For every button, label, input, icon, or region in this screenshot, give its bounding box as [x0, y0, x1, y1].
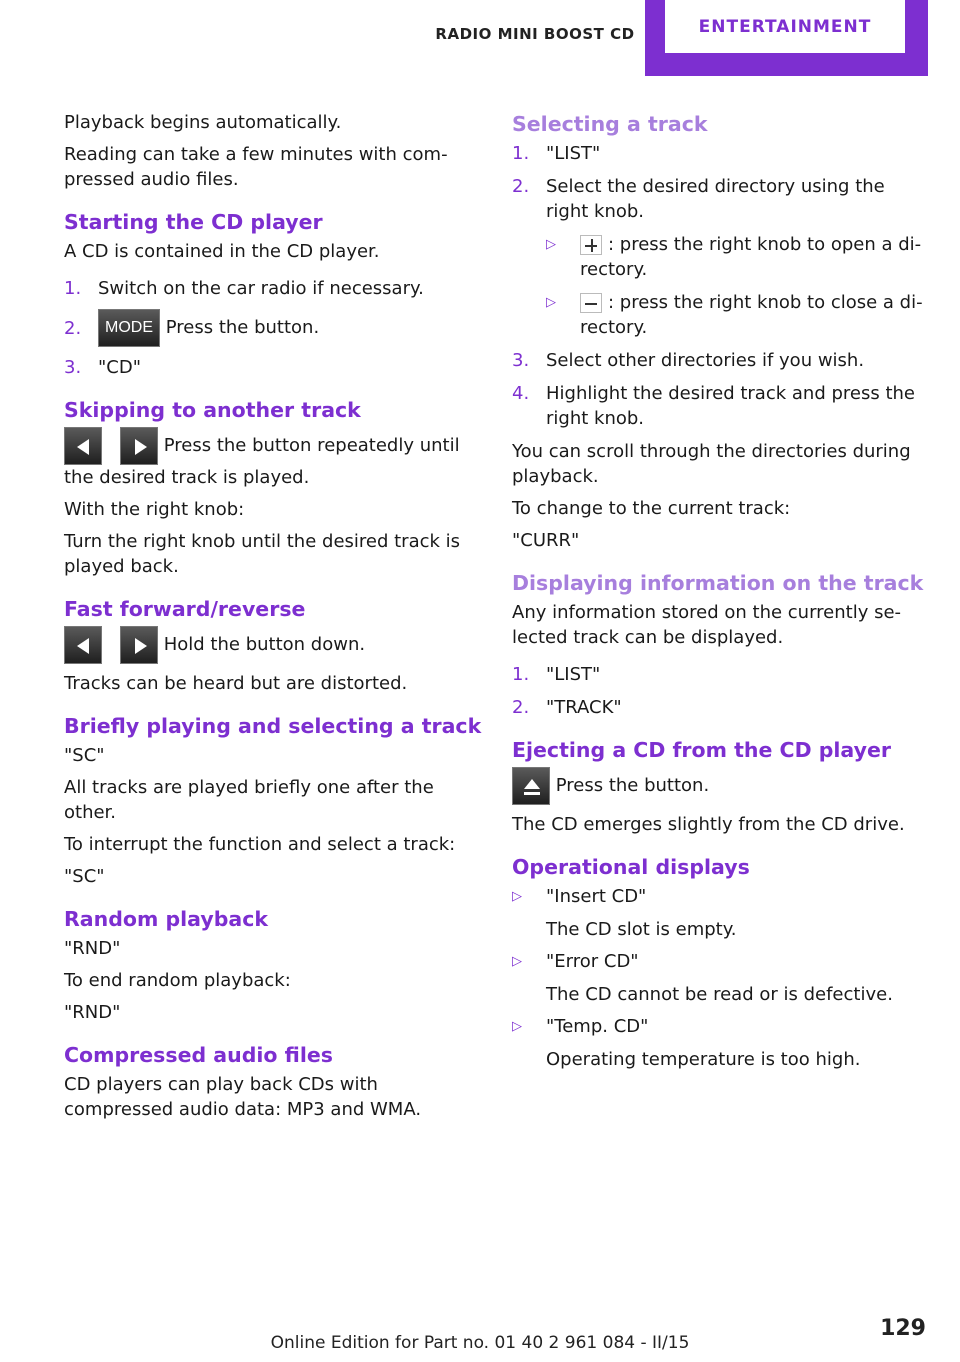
list-text: "Error CD": [546, 951, 639, 972]
list-text: "LIST": [546, 143, 601, 164]
list-number: 2.: [512, 697, 530, 718]
list-item: [512, 381, 930, 431]
triangle-bullet-icon: ▷: [512, 1019, 522, 1034]
list-item: [512, 141, 930, 166]
list-text: "TRACK": [546, 697, 622, 718]
sub-list-item: [546, 290, 930, 340]
paragraph: Any information stored on the currently selected track can be displayed.: [512, 602, 902, 648]
previous-track-icon: [64, 427, 102, 465]
list-number: 2.: [64, 317, 82, 339]
triangle-bullet-icon: ▷: [546, 237, 556, 252]
list-text: Switch on the car radio if necessary.: [98, 278, 424, 299]
section-heading: Ejecting a CD from the CD player: [512, 738, 892, 762]
list-item: [64, 355, 482, 380]
list-text: Press the button.: [165, 317, 320, 338]
page-number: 129: [880, 1316, 926, 1341]
list-description: The CD cannot be read or is defective.: [546, 984, 893, 1005]
paragraph: To change to the current track:: [512, 498, 791, 519]
list-text: : press the right knob to close a directory.: [580, 292, 923, 338]
triangle-bullet-icon: ▷: [512, 889, 522, 904]
paragraph: All tracks are played briefly one after the other.: [64, 777, 434, 823]
paragraph: "RND": [64, 1002, 121, 1023]
mode-button-icon: MODE: [98, 309, 160, 347]
list-text: "CD": [98, 357, 141, 378]
plus-icon: [580, 235, 602, 255]
paragraph: "SC": [64, 745, 105, 766]
paragraph: Reading can take a few minutes with compressed audio files.: [64, 144, 448, 190]
list-text: Highlight the desired track and press the right knob.: [546, 383, 915, 429]
list-number: 1.: [64, 278, 82, 299]
paragraph: Press the button repeatedly until the desired track is played.: [64, 435, 460, 488]
list-text: "LIST": [546, 664, 601, 685]
paragraph: Turn the right knob until the desired track is played back.: [64, 531, 461, 577]
minus-icon: [580, 293, 602, 313]
list-text: Select other directories if you wish.: [546, 350, 865, 371]
paragraph: "RND": [64, 938, 121, 959]
list-item: [512, 662, 930, 687]
list-text: "Insert CD": [546, 886, 647, 907]
list-item: [512, 348, 930, 373]
next-track-icon: [120, 427, 158, 465]
header-section-title: RADIO MINI BOOST CD: [435, 25, 635, 43]
sub-list-item: [546, 232, 930, 282]
list-text: Select the desired directory using the right knob.: [546, 176, 885, 222]
list-description: Operating temperature is too high.: [546, 1049, 861, 1070]
triangle-bullet-icon: ▷: [546, 295, 556, 310]
left-column: [64, 110, 482, 1129]
section-heading: Random playback: [64, 907, 269, 931]
list-item: [512, 1014, 930, 1039]
paragraph: Hold the button down.: [163, 634, 366, 655]
list-item: [64, 276, 482, 301]
list-number: 2.: [512, 176, 530, 197]
fast-forward-icon: [120, 626, 158, 664]
list-item: [512, 884, 930, 909]
header-tab: [645, 0, 928, 76]
rewind-icon: [64, 626, 102, 664]
list-number: 3.: [64, 357, 82, 378]
section-heading: Fast forward/reverse: [64, 597, 306, 621]
paragraph: Press the button.: [555, 775, 710, 796]
list-number: 1.: [512, 664, 530, 685]
list-number: 1.: [512, 143, 530, 164]
section-heading: Starting the CD player: [64, 210, 323, 234]
section-heading: Briefly playing and selecting a track: [64, 714, 482, 738]
triangle-bullet-icon: ▷: [512, 954, 522, 969]
eject-icon: [512, 767, 550, 805]
right-column: [512, 110, 930, 1079]
section-heading: Skipping to another track: [64, 398, 361, 422]
header-tab-label: ENTERTAINMENT: [665, 0, 905, 53]
list-description: The CD slot is empty.: [546, 919, 737, 940]
paragraph: CD players can play back CDs with compressed audio data: MP3 and WMA.: [64, 1074, 422, 1120]
list-item: [64, 309, 482, 347]
paragraph: To end random playback:: [64, 970, 291, 991]
section-heading: Displaying information on the track: [512, 571, 924, 595]
section-heading: Operational displays: [512, 855, 750, 879]
paragraph: With the right knob:: [64, 499, 245, 520]
list-item: [512, 949, 930, 974]
list-number: 3.: [512, 350, 530, 371]
list-text: "Temp. CD": [546, 1016, 649, 1037]
paragraph: Playback begins automatically.: [64, 112, 342, 133]
paragraph: "SC": [64, 866, 105, 887]
paragraph: To interrupt the function and select a track:: [64, 834, 456, 855]
paragraph: "CURR": [512, 530, 580, 551]
paragraph: You can scroll through the directories during playback.: [512, 441, 911, 487]
list-number: 4.: [512, 383, 530, 404]
list-text: : press the right knob to open a directory.: [580, 234, 922, 280]
paragraph: Tracks can be heard but are distorted.: [64, 673, 408, 694]
section-heading: Compressed audio files: [64, 1043, 333, 1067]
list-item: [512, 695, 930, 720]
list-item: [512, 174, 930, 224]
paragraph: The CD emerges slightly from the CD drive.: [512, 814, 905, 835]
paragraph: A CD is contained in the CD player.: [64, 241, 380, 262]
section-heading: Selecting a track: [512, 112, 708, 136]
footer-edition: Online Edition for Part no. 01 40 2 961 084 - II/15: [270, 1333, 690, 1353]
